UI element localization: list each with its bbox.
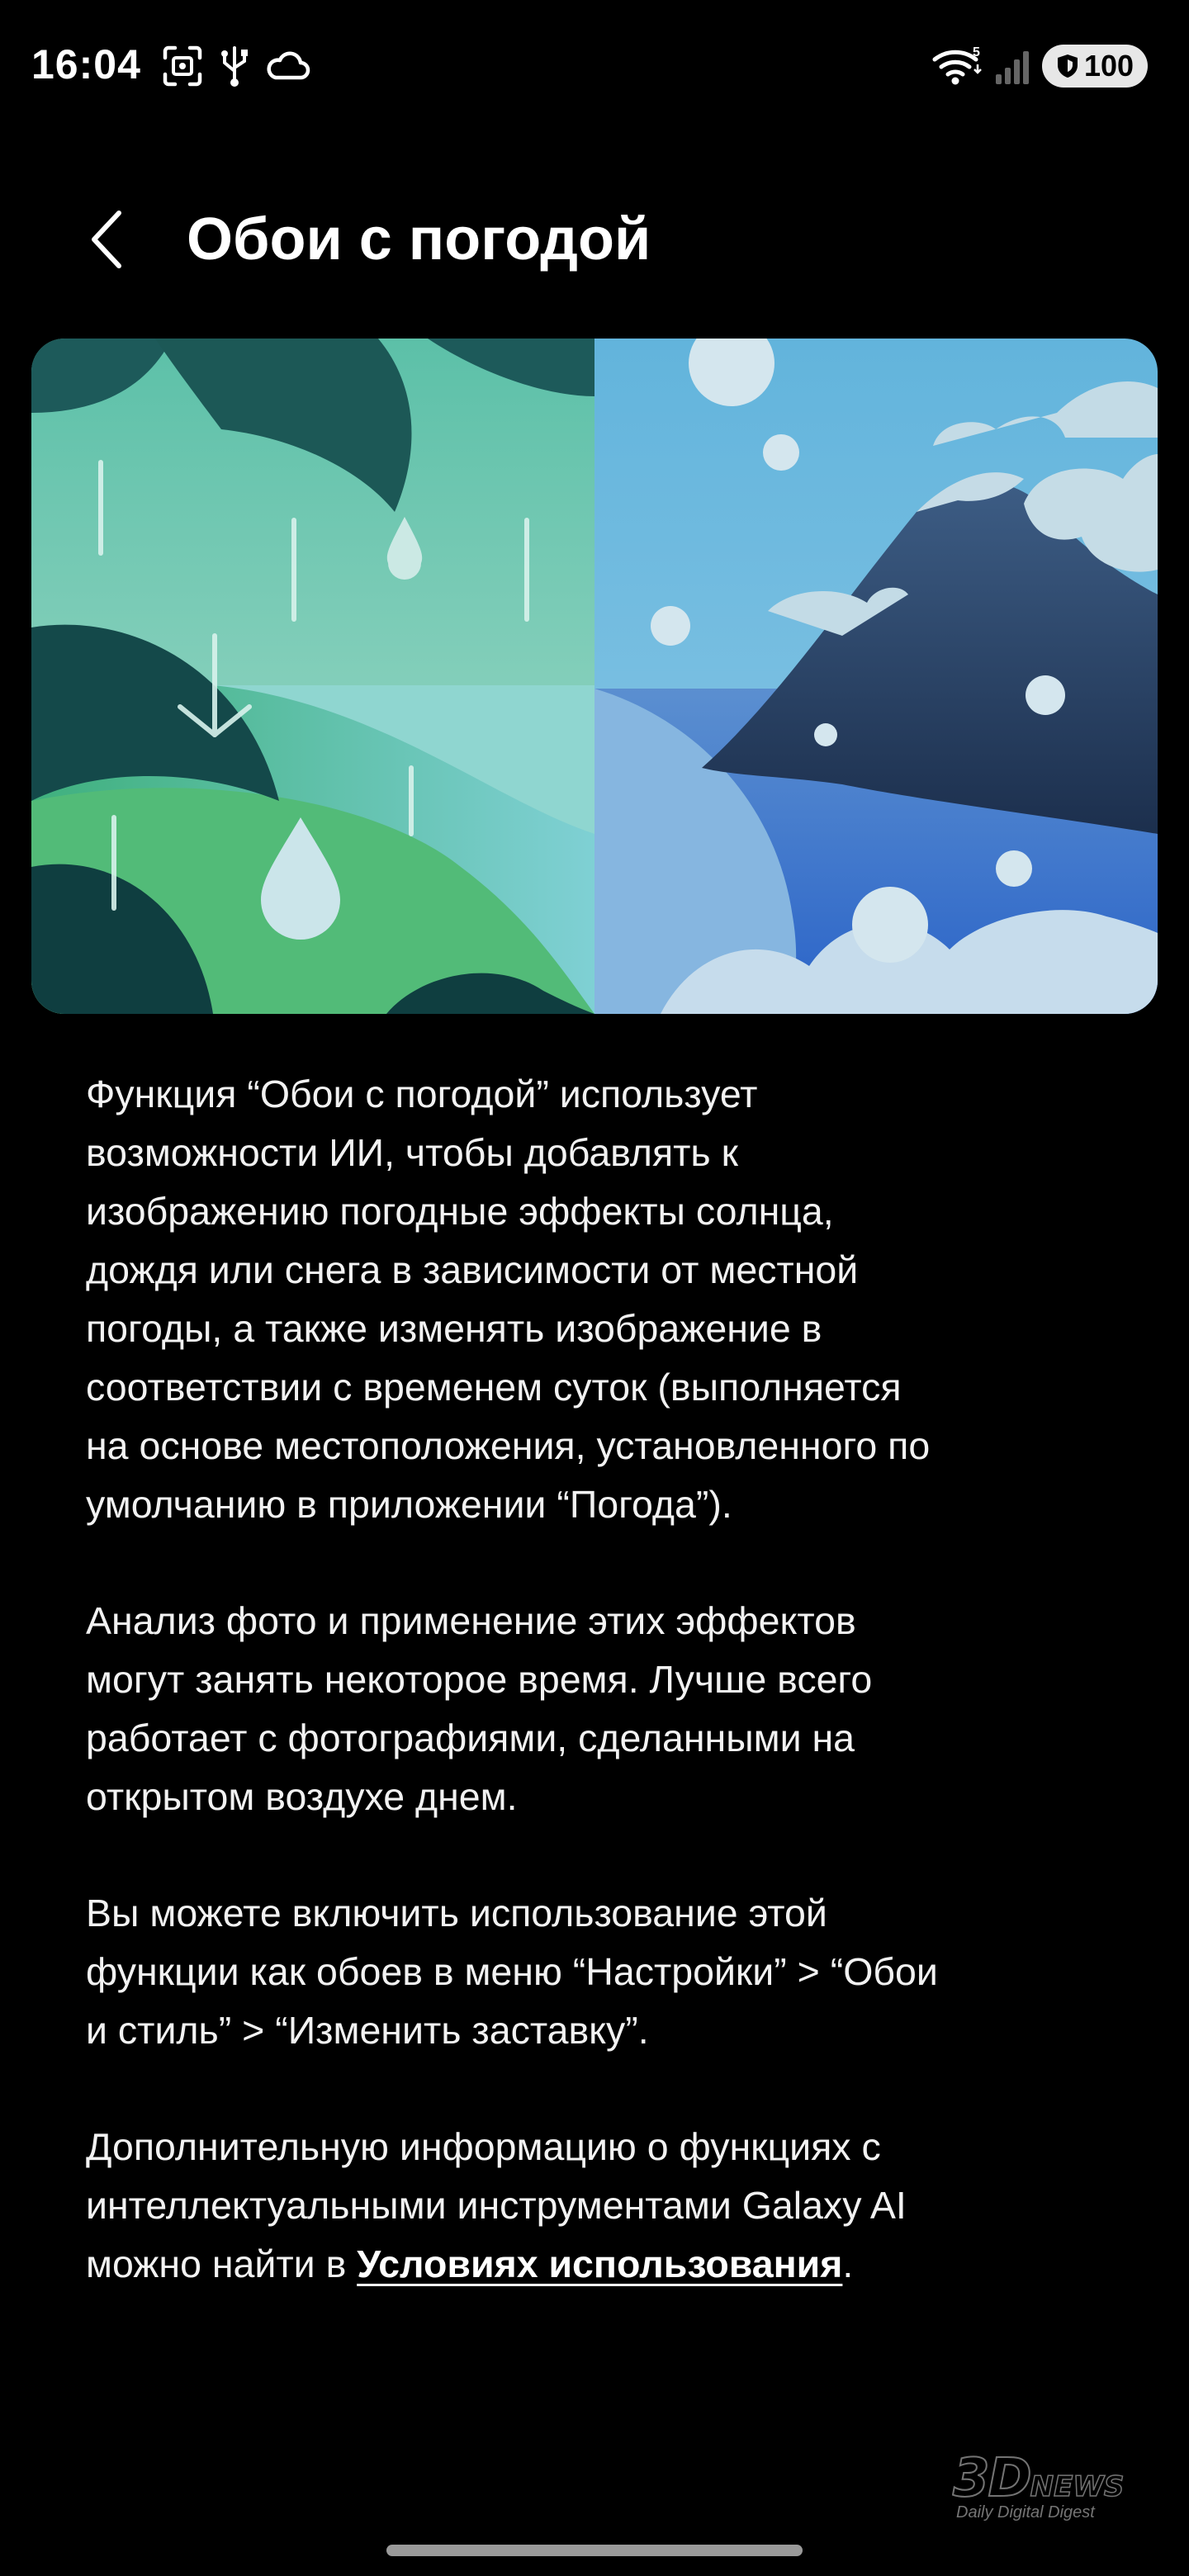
usb-icon — [220, 45, 249, 88]
description-paragraph-3: Вы можете включить использование этой функции как обоев в меню “Настройки” > “Обои и стиль” > “Изменить заставку”. — [86, 1892, 938, 2052]
gesture-nav-handle[interactable] — [386, 2545, 803, 2556]
screenshot-icon — [162, 45, 203, 88]
snow-scene — [594, 339, 1158, 1014]
chevron-left-icon — [83, 206, 140, 272]
watermark-logo — [950, 2448, 1164, 2526]
description-paragraph-1: Функция “Обои с погодой” использует возможности ИИ, чтобы добавлять к изображению погодные эффекты солнца, дождя или снега в зависимости от местной погоды, а также изменять изображение в соответствии с временем суток (выполняется на основе местоположения, установленного по умолчанию в приложении “Погода”). — [86, 1073, 931, 1526]
status-time: 16:04 — [31, 41, 141, 88]
status-bar — [0, 0, 1189, 132]
cloud-icon — [264, 45, 310, 88]
watermark-logo-text: 3DNEWS — [953, 2448, 1125, 2509]
rain-scene — [31, 339, 594, 1014]
page-title: Обои с погодой — [187, 206, 651, 272]
wifi-icon — [931, 45, 984, 88]
description-content — [86, 1065, 1126, 2351]
signal-icon — [994, 45, 1032, 88]
battery-shield-icon — [1056, 53, 1079, 79]
app-header — [0, 190, 1189, 289]
description-paragraph-4 — [86, 2118, 1126, 2294]
description-paragraph-2: Анализ фото и применение этих эффектов могут занять некоторое время. Лучше всего работает с фотографиями, сделанными на открытом воздухе днем. — [86, 1599, 873, 1818]
battery-indicator — [1042, 45, 1148, 88]
terms-of-use-link[interactable]: Условиях использования — [357, 2242, 843, 2285]
svg-text:5: 5 — [973, 45, 980, 59]
back-button[interactable] — [83, 206, 140, 272]
battery-level: 100 — [1083, 49, 1135, 83]
paragraph-4-suffix: . — [842, 2242, 854, 2285]
paragraph-4-prefix: Дополнительную информацию о функциях с интеллектуальными инструментами Galaxy AI можно найти в — [86, 2125, 907, 2285]
watermark-tagline: Daily Digital Digest — [956, 2503, 1095, 2522]
weather-wallpaper-illustration — [31, 339, 1158, 1014]
